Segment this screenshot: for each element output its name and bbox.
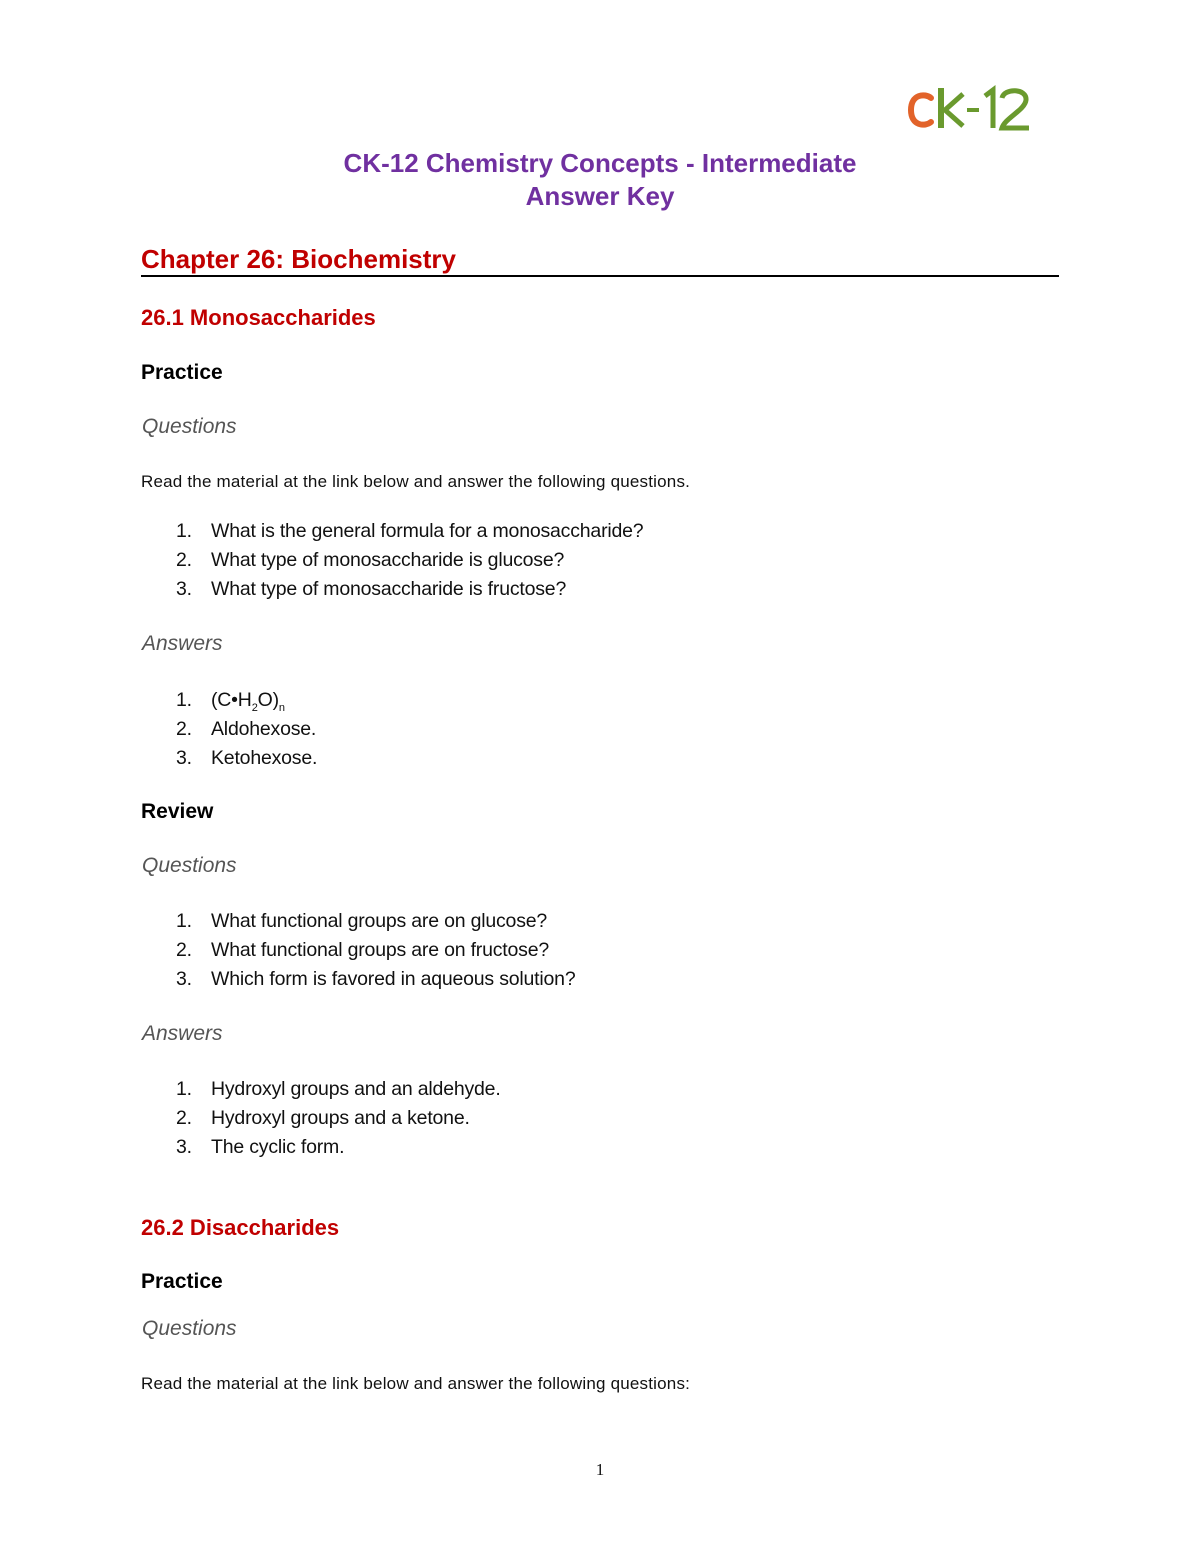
practice-answers-heading: Answers: [142, 632, 223, 655]
logo-letter-k-stem: [938, 88, 944, 128]
list-number: 1.: [176, 520, 192, 542]
practice-intro-text: Read the material at the link below and answer the following questions.: [141, 472, 691, 491]
list-number: 1.: [176, 689, 192, 711]
chapter-title: Chapter 26: Biochemistry: [141, 244, 456, 274]
review-questions-heading: Questions: [142, 854, 237, 877]
list-number: 3.: [176, 968, 192, 990]
logo-digit-2: [1002, 91, 1029, 128]
formula-subscript: n: [278, 701, 285, 714]
list-number: 3.: [176, 578, 192, 600]
formula-subscript: 2: [251, 701, 258, 714]
list-number: 2.: [176, 939, 192, 961]
list-number: 2.: [176, 549, 192, 571]
list-number: 2.: [176, 1107, 192, 1129]
section-title-monosaccharides: 26.1 Monosaccharides: [141, 305, 376, 330]
question-text: What type of monosaccharide is fructose?: [211, 578, 567, 600]
logo-digit-1: [985, 90, 993, 128]
practice-heading: Practice: [141, 361, 223, 384]
practice-heading-2: Practice: [141, 1270, 223, 1293]
answer-text: The cyclic form.: [211, 1136, 345, 1158]
formula-part: O): [257, 689, 279, 711]
section-title-disaccharides: 26.2 Disaccharides: [141, 1215, 340, 1240]
answer-text: Hydroxyl groups and an aldehyde.: [211, 1078, 501, 1100]
logo-dash: [967, 108, 979, 112]
page-number: 1: [595, 1460, 605, 1479]
document-subtitle: Answer Key: [525, 181, 675, 211]
document-title: CK-12 Chemistry Concepts - Intermediate: [343, 148, 857, 178]
list-number: 1.: [176, 910, 192, 932]
practice-questions-heading-2: Questions: [142, 1317, 237, 1340]
list-number: 2.: [176, 718, 192, 740]
formula-part: (C•H: [211, 689, 252, 711]
question-text: What is the general formula for a monosaccharide?: [211, 520, 644, 542]
question-text: What functional groups are on fructose?: [211, 939, 549, 961]
question-text: What functional groups are on glucose?: [211, 910, 548, 932]
practice-questions-heading: Questions: [142, 415, 237, 438]
answer-text: Ketohexose.: [211, 747, 318, 769]
logo-letter-c: [911, 95, 931, 124]
question-text: Which form is favored in aqueous solution?: [211, 968, 576, 990]
logo-letter-k-arms: [945, 94, 963, 126]
ck12-logo: [905, 82, 1045, 136]
answer-text: Hydroxyl groups and a ketone.: [211, 1107, 470, 1129]
review-answers-heading: Answers: [142, 1022, 223, 1045]
answer-text: Aldohexose.: [211, 718, 317, 740]
question-text: What type of monosaccharide is glucose?: [211, 549, 565, 571]
practice-intro-text-2: Read the material at the link below and answer the following questions:: [141, 1374, 691, 1393]
chapter-divider: [141, 275, 1059, 277]
review-heading: Review: [141, 800, 214, 823]
list-number: 3.: [176, 1136, 192, 1158]
list-number: 3.: [176, 747, 192, 769]
list-number: 1.: [176, 1078, 192, 1100]
